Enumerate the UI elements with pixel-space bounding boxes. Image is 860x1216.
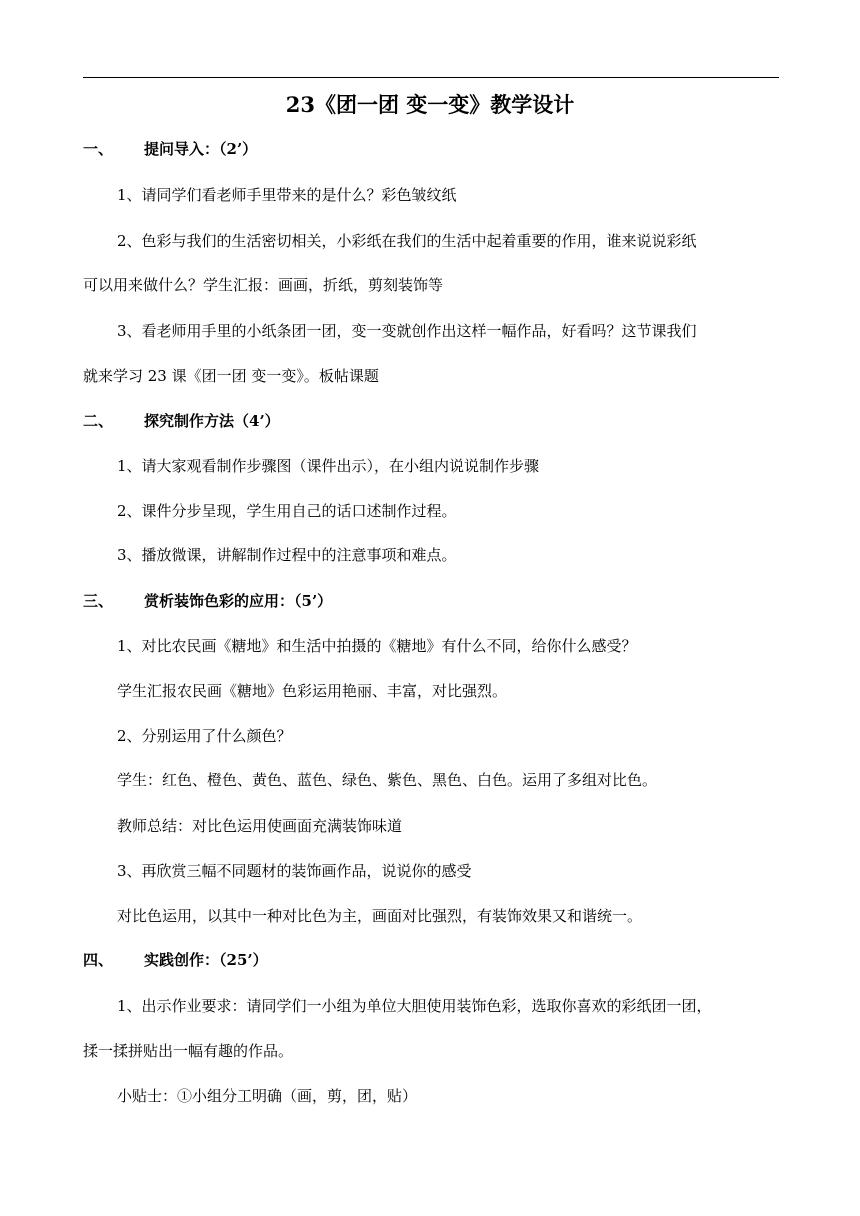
section-number: 二、 — [83, 412, 114, 430]
section-number: 四、 — [83, 951, 114, 969]
paragraph-line: 1、请同学们看老师手里带来的是什么？彩色皱纹纸 — [117, 186, 457, 204]
section-number: 一、 — [83, 140, 114, 158]
paragraph-line: 学生汇报农民画《糖地》色彩运用艳丽、丰富，对比强烈。 — [117, 682, 508, 700]
section-title: 实践创作：（25’） — [144, 951, 268, 969]
section-heading-4 — [83, 948, 268, 972]
paragraph-line: 1、请大家观看制作步骤图（课件出示），在小组内说说制作步骤 — [117, 457, 540, 475]
paragraph-line: 3、播放微课，讲解制作过程中的注意事项和难点。 — [117, 546, 457, 564]
section-title: 提问导入：（2’） — [144, 140, 258, 158]
document-title: 23《团一团 变一变》教学设计 — [285, 92, 575, 117]
section-heading-3 — [83, 589, 332, 613]
section-title: 探究制作方法（4’） — [144, 412, 280, 430]
paragraph-line: 对比色运用，以其中一种对比色为主，画面对比强烈，有装饰效果又和谐统一。 — [117, 907, 643, 925]
section-title: 赏析装饰色彩的应用：（5’） — [144, 592, 333, 610]
paragraph-line: 3、再欣赏三幅不同题材的装饰画作品，说说你的感受 — [117, 862, 472, 880]
paragraph-line: 1、对比农民画《糖地》和生活中拍摄的《糖地》有什么不同，给你什么感受？ — [117, 637, 637, 655]
paragraph-line: 3、看老师用手里的小纸条团一团，变一变就创作出这样一幅作品，好看吗？这节课我们 — [117, 322, 697, 340]
paragraph-line: 学生：红色、橙色、黄色、蓝色、绿色、紫色、黑色、白色。运用了多组对比色。 — [117, 771, 658, 789]
paragraph-line: 2、分别运用了什么颜色？ — [117, 727, 292, 745]
section-heading-1 — [83, 137, 257, 161]
paragraph-line: 2、色彩与我们的生活密切相关，小彩纸在我们的生活中起着重要的作用，谁来说说彩纸 — [117, 232, 697, 250]
paragraph-line: 2、课件分步呈现，学生用自己的话口述制作过程。 — [117, 502, 457, 520]
paragraph-line: 教师总结：对比色运用使画面充满装饰味道 — [117, 817, 403, 835]
paragraph-line: 小贴士：①小组分工明确（画，剪，团，贴） — [117, 1087, 418, 1105]
paragraph-line: 可以用来做什么？学生汇报：画画，折纸，剪刻装饰等 — [83, 276, 444, 294]
section-heading-2 — [83, 409, 280, 433]
section-number: 三、 — [83, 592, 114, 610]
paragraph-line: 揉一揉拼贴出一幅有趣的作品。 — [83, 1042, 294, 1060]
paragraph-line: 1、出示作业要求：请同学们一小组为单位大胆使用装饰色彩，选取你喜欢的彩纸团一团， — [117, 997, 712, 1015]
paragraph-line: 就来学习 23 课《团一团 变一变》。板帖课题 — [83, 367, 379, 385]
header-rule — [83, 77, 779, 78]
